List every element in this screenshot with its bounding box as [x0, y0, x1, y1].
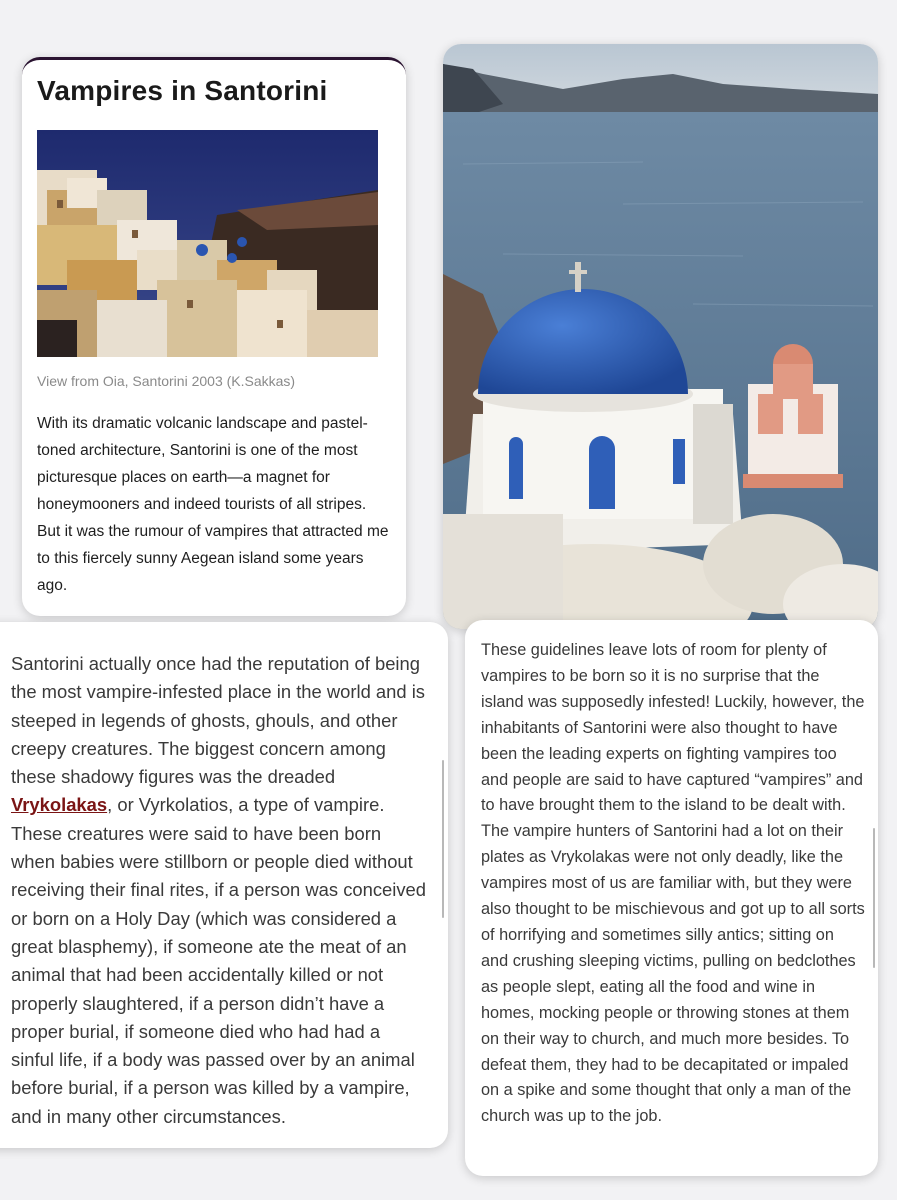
right-text-card [465, 620, 878, 1176]
vrykolakas-link[interactable]: Vrykolakas [11, 794, 108, 816]
left-scrollbar[interactable] [442, 760, 444, 918]
santorini-church-photo-card [443, 44, 878, 629]
right-scrollbar[interactable] [873, 828, 875, 968]
left-text-before-link: Santorini actually once had the reputation of being the most vampire-infested place in the world and is steeped in legends of ghosts, ghouls, and other creepy creatures. The biggest concern among these shadowy figures was the dreaded [11, 653, 425, 788]
left-body-text [11, 650, 426, 1131]
photo-caption: View from Oia, Santorini 2003 (K.Sakkas) [37, 373, 296, 389]
oia-village-photo [37, 130, 378, 357]
article-title: Vampires in Santorini [37, 75, 328, 106]
right-body-text: These guidelines leave lots of room for plenty of vampires to be born so it is no surprise that the island was supposedly infested! Luckily, however, the inhabitants of Santorini were also thought to have been the leading experts on fighting vampires too and people are said to have captured “vampires” and to have brought them to the island to be dealt with. The vampire hunters of Santorini had a lot on their plates as Vrykolakas were not only deadly, like the vampires most of us are familiar with, but they were also thought to be mischievous and got up to all sorts of horrifying and sometimes silly antics; sitting on and crushing sleeping victims, pulling on bedclothes as people slept, eating all the food and wine in homes, mocking people or throwing stones at them on their way to church, and much more besides. To defeat them, they had to be decapitated or impaled on a spike and some thought that only a man of the church was up to the job. [481, 641, 865, 1126]
left-text-card [0, 622, 448, 1148]
article-card [22, 57, 406, 616]
article-intro: With its dramatic volcanic landscape and pastel-toned architecture, Santorini is one of the most picturesque places on earth—a magnet for honeymooners and indeed tourists of all stripes. But it was the rumour of vampires that attracted me to this fiercely sunny Aegean island some years ago. [37, 415, 389, 594]
left-text-after-link: , or Vyrkolatios, a type of vampire. These creatures were said to have been born when babies were stillborn or people died without receiving their final rites, if a person was conceived or born on a Holy Day (which was considered a great blasphemy), if someone ate the meat of an animal that had been accidentally killed or not properly slaughtered, if a person didn’t have a proper burial, if someone died who had had a sinful life, if a body was passed over by an animal before burial, if a person was killed by a vampire, and in many other circumstances. [11, 794, 427, 1127]
santorini-church-photo [443, 44, 878, 629]
